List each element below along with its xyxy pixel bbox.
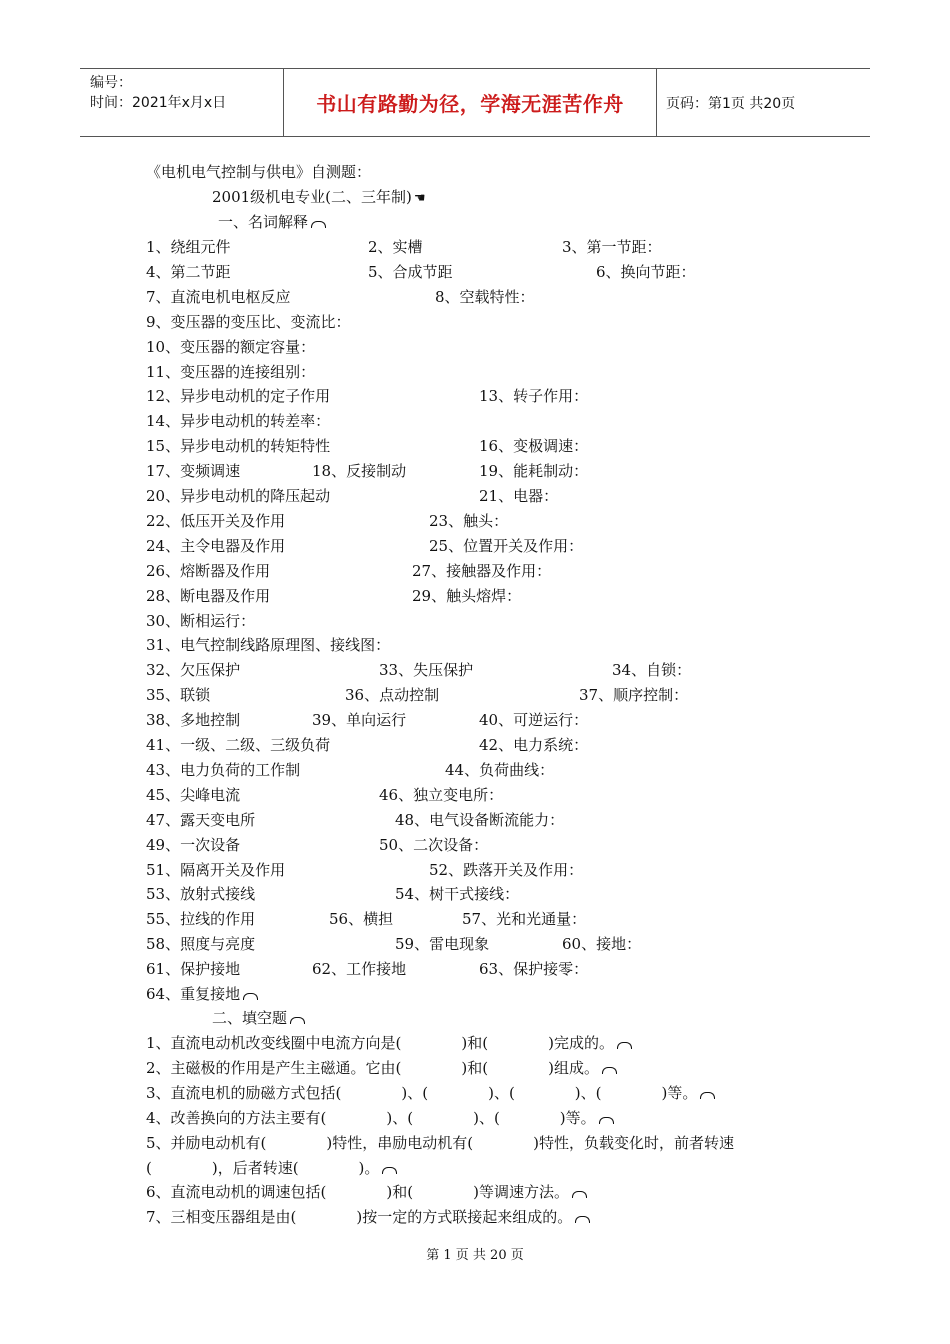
paragraph-mark-icon (382, 1167, 397, 1174)
term-item: 21、电器： (479, 487, 559, 505)
term-item: 54、树干式接线： (395, 885, 520, 904)
term-item: 27、接触器及作用： (412, 561, 552, 580)
term-item: 42、电力系统： (479, 736, 589, 754)
term-item: 44、负荷曲线： (445, 760, 555, 779)
term-item: 3、第一节距： (562, 238, 662, 256)
term-item: 6、换向节距： (596, 262, 696, 281)
term-item: 52、跌落开关及作用： (429, 860, 584, 879)
term-item: 15、异步电动机的转矩特性 (146, 437, 331, 456)
fill-item (146, 1033, 632, 1053)
term-item: 47、露天变电所 (146, 810, 256, 829)
term-item: 39、单向运行 (312, 711, 407, 730)
term-item: 60、接地： (562, 935, 642, 954)
term-item: 25、位置开关及作用： (429, 536, 584, 555)
section-title-text: 一、名词解释 (218, 213, 309, 231)
term-item: 16、变极调速： (479, 437, 589, 456)
fill-item (146, 1207, 590, 1227)
doc-title: 《电机电气控制与供电》自测题： (146, 163, 372, 181)
term-item: 22、低压开关及作用 (146, 511, 286, 530)
term-item: 38、多地控制 (146, 711, 241, 730)
term-item: 62、工作接地 (312, 960, 407, 979)
fill-item (146, 1083, 715, 1103)
doc-subtitle (212, 187, 426, 209)
term-item: 5、合成节距 (368, 262, 453, 281)
term-item: 23、触头： (429, 511, 509, 530)
paragraph-mark-icon (700, 1092, 715, 1099)
term-item: 2、实槽 (368, 238, 423, 256)
fill-item (146, 1182, 587, 1202)
term-item: 37、顺序控制： (579, 686, 689, 705)
term-item: 53、放射式接线 (146, 885, 256, 904)
term-item: 49、一次设备 (146, 835, 241, 854)
fill-item (146, 1158, 397, 1178)
term-item: 7、直流电机电枢反应 (146, 287, 291, 306)
fill-item (146, 1133, 734, 1153)
term-item: 20、异步电动机的降压起动 (146, 487, 331, 505)
term-item: 48、电气设备断流能力： (395, 810, 565, 829)
term-item: 41、一级、二级、三级负荷 (146, 736, 331, 754)
term-item: 33、失压保护 (379, 661, 474, 680)
term-item: 63、保护接零： (479, 960, 589, 979)
motto: 书山有路勤为径，学海无涯苦作舟 (316, 92, 624, 116)
fill-item-text: ( )，后者转速( )。 (146, 1158, 380, 1177)
term-item: 58、照度与亮度 (146, 935, 256, 954)
term-item: 50、二次设备： (379, 835, 489, 854)
hand-pointer-icon: ☚ (413, 191, 426, 206)
paragraph-mark-icon (572, 1191, 587, 1198)
paragraph-mark-icon (599, 1117, 614, 1124)
fill-item-text: 7、三相变压器组是由( )按一定的方式联接起来组成的。 (146, 1208, 573, 1227)
fill-item (146, 1058, 617, 1078)
paragraph-mark-icon (617, 1042, 632, 1049)
term-item: 17、变频调速 (146, 462, 241, 481)
fill-item-text: 4、改善换向的方法主要有( )、( )、( )等。 (146, 1108, 596, 1127)
term-item: 40、可逆运行： (479, 711, 589, 730)
serial-label: 编号： (90, 75, 132, 91)
term-item: 13、转子作用： (479, 387, 589, 406)
term-item: 35、联锁 (146, 686, 211, 705)
term-item: 10、变压器的额定容量： (146, 337, 316, 356)
term-item: 29、触头熔焊： (412, 586, 522, 605)
term-item: 1、绕组元件 (146, 238, 231, 256)
term-item: 55、拉线的作用 (146, 910, 256, 929)
term-item: 51、隔离开关及作用 (146, 860, 286, 879)
term-item: 8、空载特性： (435, 287, 535, 306)
page-header (80, 68, 870, 137)
paragraph-mark-icon (575, 1216, 590, 1223)
section-title-text: 二、填空题 (212, 1009, 288, 1027)
header-meta (80, 69, 283, 136)
term-item: 4、第二节距 (146, 262, 231, 281)
page-info: 页码：第1页 共20页 (666, 95, 796, 112)
term-item: 36、点动控制 (345, 686, 440, 705)
term-item: 45、尖峰电流 (146, 785, 241, 804)
paragraph-mark-icon (602, 1067, 617, 1074)
fill-item-text: 6、直流电动机的调速包括( )和( )等调速方法。 (146, 1183, 569, 1202)
term-item: 24、主令电器及作用 (146, 536, 286, 555)
term-item: 34、自锁： (612, 661, 692, 680)
term-item: 30、断相运行： (146, 611, 256, 630)
term-item: 9、变压器的变压比、变流比： (146, 312, 351, 331)
paragraph-mark-icon (290, 1017, 305, 1024)
term-item: 28、断电器及作用 (146, 586, 271, 605)
term-item: 43、电力负荷的工作制 (146, 760, 301, 779)
section-title (218, 212, 326, 232)
paragraph-mark-icon (243, 993, 258, 1000)
fill-item-text: 1、直流电动机改变线圈中电流方向是( )和( )完成的。 (146, 1034, 614, 1052)
term-item: 12、异步电动机的定子作用 (146, 387, 331, 406)
term-item: 19、能耗制动： (479, 462, 589, 481)
term-item: 46、独立变电所： (379, 785, 504, 804)
section-title (212, 1008, 305, 1028)
header-motto-cell (283, 69, 657, 136)
term-item: 11、变压器的连接组别： (146, 362, 316, 381)
fill-item-text: 3、直流电机的励磁方式包括( )、( )、( )、( )等。 (146, 1083, 698, 1102)
paragraph-mark-icon (311, 221, 326, 228)
term-item: 59、雷电现象 (395, 935, 490, 954)
term-item: 32、欠压保护 (146, 661, 241, 680)
term-item: 56、横担 (329, 910, 394, 929)
term-item: 31、电气控制线路原理图、接线图： (146, 636, 391, 655)
fill-item-text: 5、并励电动机有( )特性，串励电动机有( )特性，负载变化时，前者转速 (146, 1133, 734, 1152)
term-item: 61、保护接地 (146, 960, 241, 979)
term-item: 18、反接制动 (312, 462, 407, 481)
term-item: 26、熔断器及作用 (146, 561, 271, 580)
page-footer: 第 1 页 共 20 页 (426, 1248, 524, 1263)
term-item: 57、光和光通量： (462, 910, 587, 929)
term-item: 14、异步电动机的转差率： (146, 412, 331, 431)
fill-item-text: 2、主磁极的作用是产生主磁通。它由( )和( )组成。 (146, 1058, 599, 1077)
time-label: 时间：2021年x月x日 (90, 95, 227, 111)
term-item: 64、重复接地 (146, 984, 258, 1004)
fill-item (146, 1108, 614, 1128)
doc-subtitle-text: 2001级机电专业(二、三年制) (212, 188, 412, 206)
